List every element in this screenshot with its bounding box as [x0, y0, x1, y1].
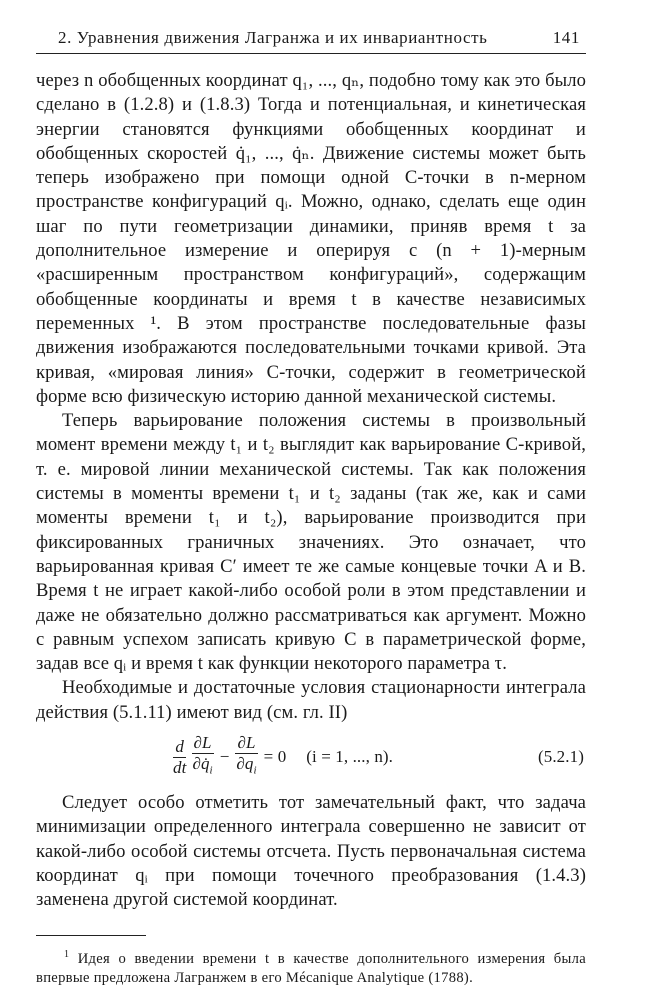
partial-coordinate-fraction	[234, 734, 258, 779]
fraction-numerator: ∂L	[237, 733, 256, 753]
book-page	[36, 28, 586, 988]
running-head	[36, 28, 586, 54]
paragraph-4: Следует особо отметить тот замечательный факт, что задача минимизации определенного интеграла совершенно не зависит от какой-либо особой системы отсчета. Пусть первоначальная система координат qᵢ при помощи точечного преобразования (1.4.3) заменена другой системой координат.	[36, 792, 586, 911]
equation-5-2-1	[36, 729, 586, 785]
partial-velocity-fraction	[190, 734, 214, 779]
equation-body	[170, 734, 393, 779]
chapter-title: 2. Уравнения движения Лагранжа и их инвариантность	[58, 28, 488, 47]
paragraph-1: через n обобщенных координат q₁, ..., qₙ, подобно тому как это было сделано в (1.2.8) и (1.8.3) Тогда и потенциальная, и кинетическая энергии становятся функциями обобщенных координат и обобщенных скоростей q̇₁, ..., q̇ₙ. Движение системы может быть теперь изображено при помощи одной C-точки в n-мерном пространстве конфигураций qᵢ. Можно, однако, сделать еще один шаг по пути геометризации динамики, приняв время t за дополнительное измерение и оперируя с (n + 1)-мерным «расширенным пространством конфигураций», содержащим обобщенные координаты и время t в качестве независимых переменных ¹. В этом пространстве последовательные фазы движения изображаются последовательными точками кривой. Эта кривая, «мировая линия» C-точки, содержит в геометрической форме всю физическую историю данной механической системы.	[36, 70, 586, 407]
footnote-text: Идея о введении времени t в качестве дополнительного измерения была впервые предложена Лагранжем в его Mécanique Analytique (1788).	[36, 950, 586, 986]
minus-sign: −	[219, 746, 230, 766]
footnote-mark: 1	[64, 948, 70, 960]
body-text	[36, 69, 586, 913]
paragraph-3: Необходимые и достаточные условия стационарности интеграла действия (5.1.11) имеют вид (см. гл. II)	[36, 677, 586, 723]
fraction-numerator: d	[175, 736, 185, 756]
fraction-numerator: ∂L	[193, 733, 212, 753]
fraction-denominator: $\partial q_i$	[236, 754, 257, 777]
paragraph-2: Теперь варьирование положения системы в произвольный момент времени между t₁ и t₂ выглядит как варьирование C-кривой, т. е. мировой линии механической системы. Так как положения системы в моменты времени t₁ и t₂ заданы (так же, как и сами моменты времени t₁ и t₂), варьирование производится при фиксированных граничных значениях. Это означает, что варьированная кривая C′ имеет те же самые концевые точки A и B. Время t не играет какой-либо особой роли в этом представлении и даже не обязательно должно рассматриваться как аргумент. Можно с равным успехом записать кривую C в параметрической форме, задав все qᵢ и время t как функции некоторого параметра τ.	[36, 410, 586, 675]
equation-number: (5.2.1)	[537, 746, 584, 766]
footnote	[36, 950, 586, 988]
equals-zero: = 0	[263, 746, 287, 766]
page-number: 141	[552, 28, 580, 47]
footnote-divider	[36, 935, 146, 936]
fraction-denominator: dt	[173, 757, 187, 777]
equation-condition: (i = 1, ..., n).	[306, 746, 394, 766]
fraction-denominator: $\partial q̇_i$	[192, 754, 213, 777]
time-derivative-fraction	[171, 738, 188, 777]
